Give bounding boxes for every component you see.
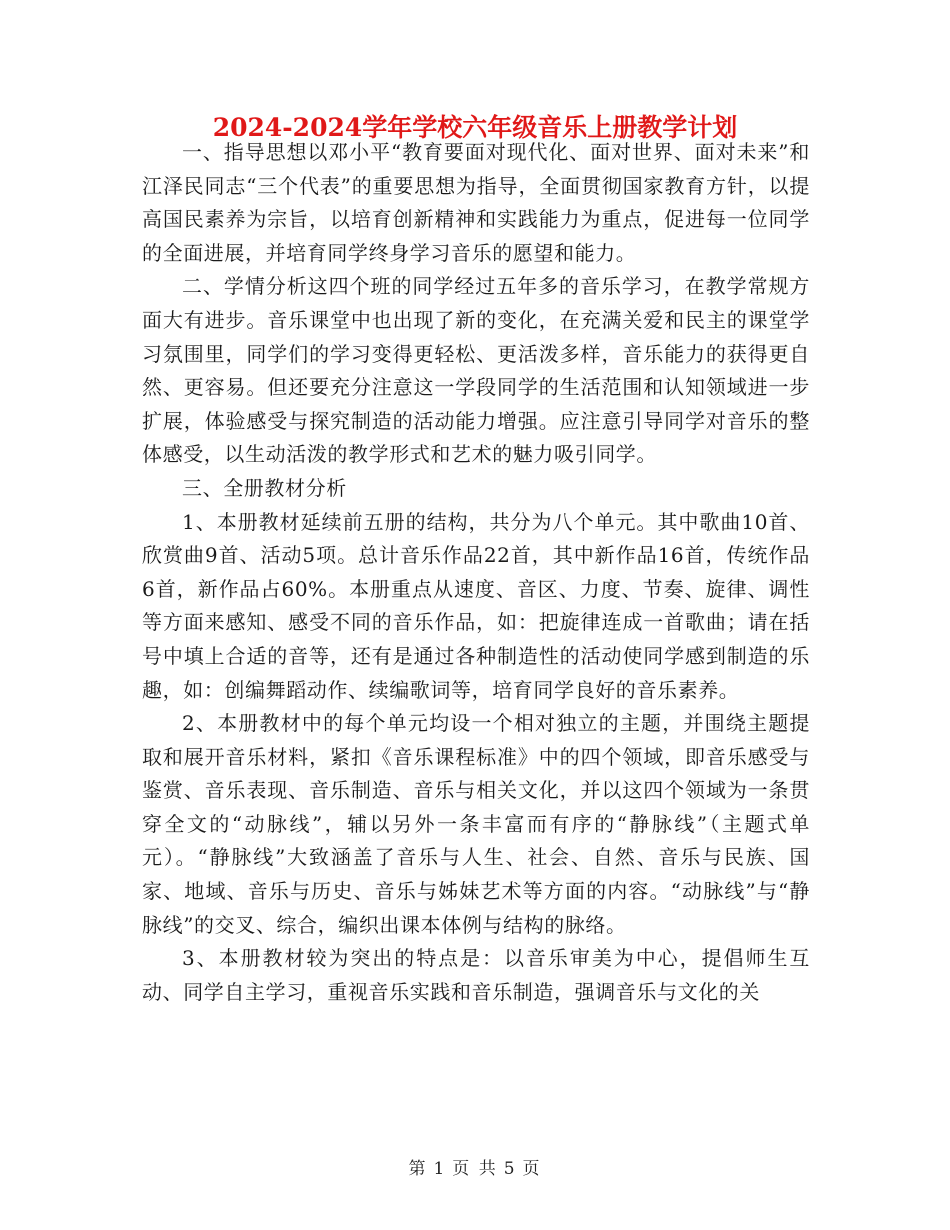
paragraph-student-analysis: 二、学情分析这四个班的同学经过五年多的音乐学习，在教学常规方面大有进步。音乐课堂中也出现了新的变化，在充满关爱和民主的课堂学习氛围里，同学们的学习变得更轻松、更活泼多样，音乐能力的获得更自然、更容易。但还要充分注意这一学段同学的生活范围和认知领域进一步扩展，体验感受与探究制造的活动能力增强。应注意引导同学对音乐的整体感受，以生动活泼的教学形式和艺术的魅力吸引同学。 xyxy=(142,274,810,467)
document-body xyxy=(142,136,810,1009)
page-footer xyxy=(0,1154,950,1179)
footer-page-prefix: 第 xyxy=(408,1159,428,1179)
footer-page-total: 5 xyxy=(503,1159,517,1179)
paragraph-textbook-features: 3、本册教材较为突出的特点是：以音乐审美为中心，提倡师生互动、同学自主学习，重视音乐实践和音乐制造，强调音乐与文化的关 xyxy=(142,946,810,1004)
paragraph-unit-themes: 2、本册教材中的每个单元均设一个相对独立的主题，并围绕主题提取和展开音乐材料，紧扣《音乐课程标准》中的四个领域，即音乐感受与鉴赏、音乐表现、音乐制造、音乐与相关文化，并以这四个领域为一条贯穿全文的“动脉线”，辅以另外一条丰富而有序的“静脉线”（主题式单元）。“静脉线”大致涵盖了音乐与人生、社会、自然、音乐与民族、国家、地域、音乐与历史、音乐与姊妹艺术等方面的内容。“动脉线”与“静脉线”的交叉、综合，编织出课本体例与结构的脉络。 xyxy=(142,711,810,937)
paragraph-textbook-structure: 1、本册教材延续前五册的结构，共分为八个单元。其中歌曲10首、欣赏曲9首、活动5项。总计音乐作品22首，其中新作品16首，传统作品6首，新作品占60%。本册重点从速度、音区、力度、节奏、旋律、调性等方面来感知、感受不同的音乐作品，如：把旋律连成一首歌曲；请在括号中填上合适的音等，还有是通过各种制造性的活动使同学感到制造的乐趣，如：创编舞蹈动作、续编歌词等，培育同学良好的音乐素养。 xyxy=(142,509,810,702)
document-title: 2024-2024学年学校六年级音乐上册教学计划 xyxy=(212,113,738,142)
footer-page-middle: 页 共 xyxy=(452,1159,498,1179)
paragraph-section-heading-textbook-analysis: 三、全册教材分析 xyxy=(182,475,347,500)
footer-page-number: 1 xyxy=(433,1159,447,1179)
paragraph-guiding-ideology: 一、指导思想以邓小平“教育要面对现代化、面对世界、面对未来”和江泽民同志“三个代表”的重要思想为指导，全面贯彻国家教育方针，以提高国民素养为宗旨，以培育创新精神和实践能力为重点，促进每一位同学的全面进展，并培育同学终身学习音乐的愿望和能力。 xyxy=(142,140,810,265)
footer-page-suffix: 页 xyxy=(522,1159,542,1179)
